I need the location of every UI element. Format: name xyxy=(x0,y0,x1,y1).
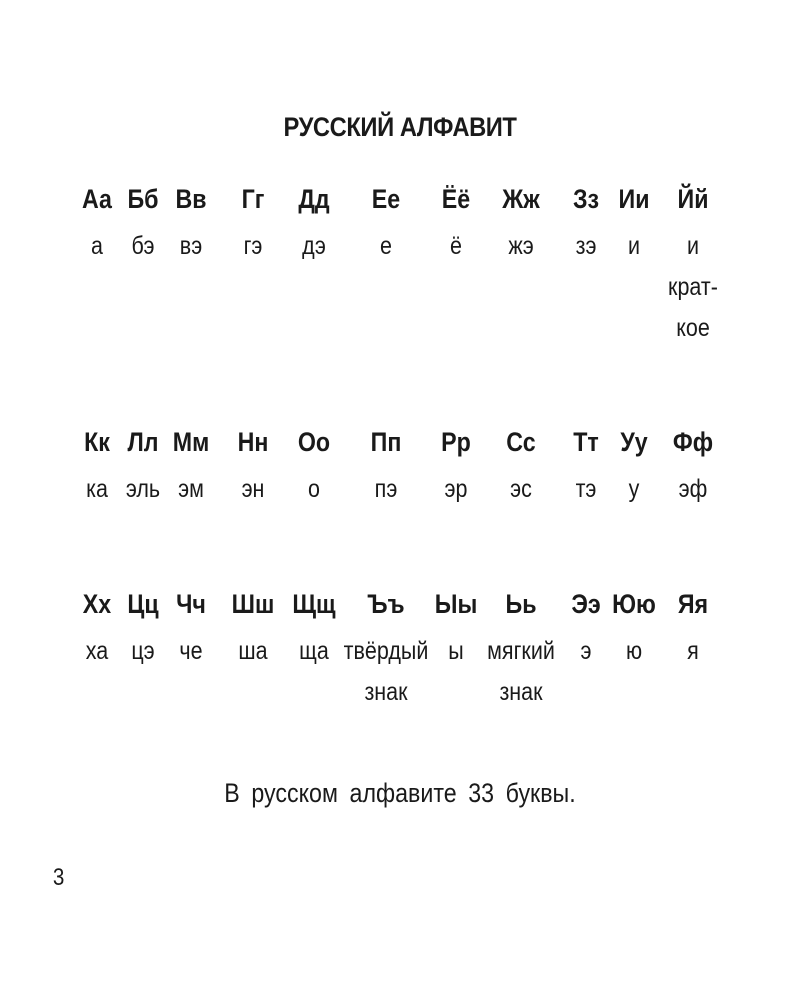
letter-name: ща xyxy=(299,637,329,665)
letter-name: ю xyxy=(625,637,643,665)
letter-pair: Дд xyxy=(298,184,330,214)
letter-name: ы xyxy=(448,637,464,665)
letter-pair: Гг xyxy=(241,184,265,214)
letter-pair: Рр xyxy=(441,427,471,457)
letter-cell xyxy=(643,182,743,349)
letter-pair: Кк xyxy=(84,427,110,457)
letter-name: тэ xyxy=(575,475,597,503)
letter-name: зэ xyxy=(575,232,597,260)
letter-name: ка xyxy=(86,475,108,503)
letter-name: о xyxy=(308,475,320,503)
letter-name: эф xyxy=(678,475,708,503)
letter-pair: Юю xyxy=(612,589,656,619)
alphabet-row-1 xyxy=(0,182,800,342)
letter-pair: Фф xyxy=(672,427,714,457)
page-number: 3 xyxy=(52,864,65,891)
letter-pair: Ээ xyxy=(571,589,601,619)
letter-pair: Мм xyxy=(172,427,210,457)
letter-pair: Яя xyxy=(677,589,709,619)
letter-name: жэ xyxy=(508,232,534,260)
letter-name: дэ xyxy=(302,232,326,260)
letter-pair: Нн xyxy=(237,427,269,457)
letter-pair: Уу xyxy=(620,427,648,457)
letter-name: е xyxy=(380,232,392,260)
letter-name: че xyxy=(179,637,203,665)
letter-pair: Хх xyxy=(82,589,112,619)
letter-name: эс xyxy=(510,475,532,503)
letter-name: эр xyxy=(444,475,468,503)
letter-name: вэ xyxy=(179,232,203,260)
letter-name: гэ xyxy=(243,232,263,260)
letter-name: эль xyxy=(125,475,161,503)
letter-name: пэ xyxy=(374,475,398,503)
letter-name: у xyxy=(628,475,640,503)
letter-name: эм xyxy=(178,475,204,503)
letter-pair: Сс xyxy=(506,427,536,457)
letter-pair: Ьь xyxy=(505,589,537,619)
letter-name: ша xyxy=(238,637,268,665)
letter-pair: Зз xyxy=(572,184,600,214)
letter-pair: Цц xyxy=(127,589,159,619)
letter-name: цэ xyxy=(131,637,155,665)
letter-pair: Пп xyxy=(370,427,402,457)
letter-pair: Ии xyxy=(618,184,650,214)
alphabet-row-2 xyxy=(0,425,800,585)
letter-name: э xyxy=(580,637,592,665)
alphabet-row-3 xyxy=(0,587,800,747)
page-title: РУССКИЙ АЛФАВИТ xyxy=(283,112,517,142)
letter-pair: Йй xyxy=(677,184,709,214)
letter-pair: Ёё xyxy=(441,184,471,214)
footer-note: В русском алфавите 33 буквы. xyxy=(224,778,576,808)
letter-pair: Лл xyxy=(127,427,159,457)
letter-name: мягкий знак xyxy=(487,637,555,706)
letter-name: твёрдый знак xyxy=(343,637,429,706)
letter-name: ха xyxy=(85,637,109,665)
letter-cell xyxy=(643,425,743,510)
letter-pair: Ее xyxy=(371,184,401,214)
letter-pair: Ъъ xyxy=(367,589,405,619)
letter-pair: Аа xyxy=(82,184,112,214)
letter-name: бэ xyxy=(131,232,155,260)
letter-pair: Чч xyxy=(176,589,206,619)
letter-pair: Шш xyxy=(231,589,275,619)
letter-pair: Бб xyxy=(127,184,159,214)
letter-pair: Щщ xyxy=(292,589,336,619)
letter-name: а xyxy=(91,232,103,260)
letter-cell xyxy=(643,587,743,672)
letter-name: эн xyxy=(241,475,265,503)
letter-pair: Жж xyxy=(502,184,540,214)
letter-name: и крат- кое xyxy=(668,232,718,342)
letter-name: я xyxy=(687,637,699,665)
letter-pair: Ыы xyxy=(434,589,478,619)
letter-name: и xyxy=(627,232,641,260)
letter-pair: Оо xyxy=(297,427,331,457)
letter-pair: Тт xyxy=(573,427,599,457)
letter-name: ё xyxy=(450,232,462,260)
letter-pair: Вв xyxy=(175,184,207,214)
